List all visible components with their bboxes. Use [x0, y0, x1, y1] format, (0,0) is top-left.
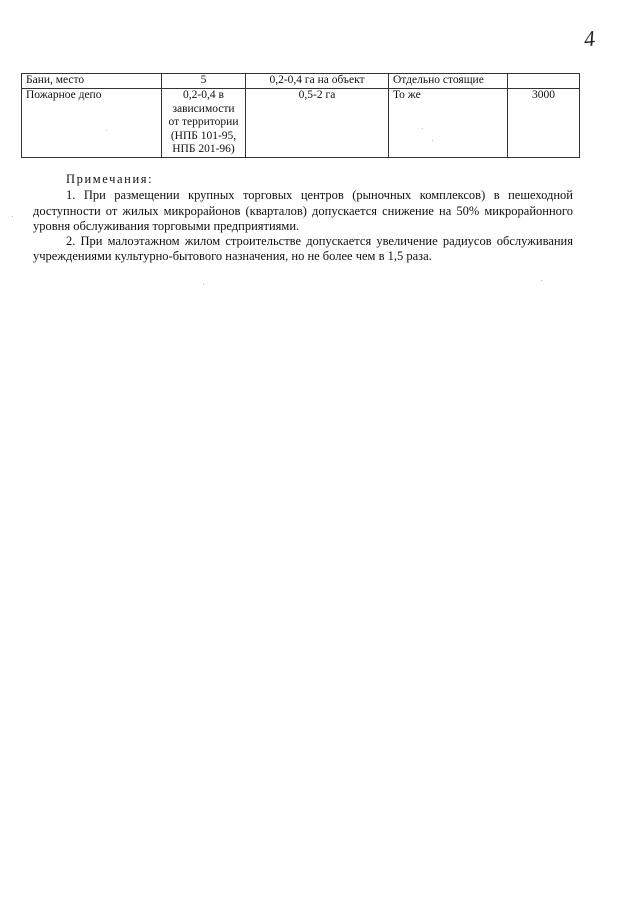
cell-capacity: [162, 89, 246, 158]
cell-land-area: 0,2-0,4 га на объект: [246, 74, 389, 89]
capacity-line: 0,2-0,4 в: [183, 89, 224, 101]
page-number: 4: [582, 25, 597, 52]
scan-speck: [12, 216, 13, 217]
cell-placement: То же: [389, 89, 508, 158]
cell-land-area: 0,5-2 га: [246, 89, 389, 158]
table-row: [22, 89, 580, 158]
capacity-line: НПБ 201-96): [172, 143, 235, 155]
capacity-line: от территории: [168, 116, 239, 128]
table-row: [22, 74, 580, 89]
note-item: 2. При малоэтажном жилом строительстве допускается увеличение радиусов обслуживания учреждениями культурно-бытового назначения, но не более чем в 1,5 раза.: [33, 234, 573, 264]
notes-section: [33, 172, 573, 265]
capacity-line: зависимости: [172, 102, 235, 115]
standards-table: [21, 73, 580, 158]
cell-facility-name: Пожарное депо: [22, 89, 162, 158]
cell-capacity: 5: [162, 74, 246, 89]
scan-speck: [106, 130, 107, 131]
cell-service-radius: 3000: [508, 89, 580, 158]
cell-service-radius: [508, 74, 580, 89]
scan-speck: [422, 128, 423, 129]
scan-speck: [432, 140, 433, 141]
capacity-line: (НПБ 101-95,: [170, 129, 237, 142]
notes-heading: Примечания:: [66, 172, 154, 186]
note-item: 1. При размещении крупных торговых центров (рыночных комплексов) в пешеходной доступности от жилых микрорайонов (кварталов) допускается снижение на 50% микрорайонного уровня обслуживания торговыми предприятиями.: [33, 188, 573, 233]
scan-speck: [203, 284, 204, 285]
cell-placement: Отдельно стоящие: [389, 74, 508, 89]
cell-facility-name: Бани, место: [22, 74, 162, 89]
scan-speck: [541, 280, 542, 281]
